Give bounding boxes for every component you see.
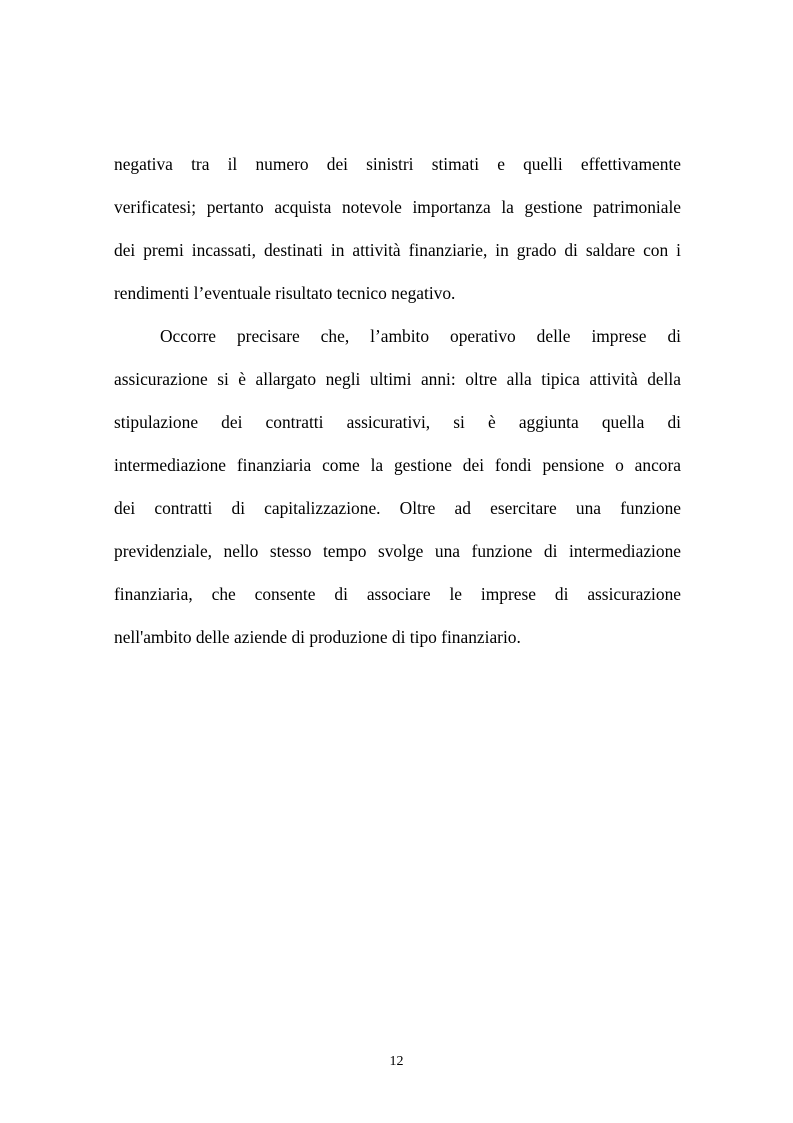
body-text (114, 146, 681, 662)
paragraph-1 (114, 146, 681, 318)
text-line: previdenziale, nello stesso tempo svolge una funzione di intermediazione (114, 541, 681, 561)
text-line: finanziaria, che consente di associare le imprese di assicurazione (114, 584, 681, 604)
paragraph-2 (114, 318, 681, 662)
text-line: Occorre precisare che, l’ambito operativo delle imprese di (160, 326, 681, 346)
text-line: intermediazione finanziaria come la gestione dei fondi pensione o ancora (114, 455, 681, 475)
text-line: verificatesi; pertanto acquista notevole importanza la gestione patrimoniale (114, 197, 681, 217)
text-line: dei premi incassati, destinati in attività finanziarie, in grado di saldare con i (114, 240, 681, 260)
text-line: dei contratti di capitalizzazione. Oltre ad esercitare una funzione (114, 498, 681, 518)
text-line: rendimenti l’eventuale risultato tecnico negativo. (114, 283, 456, 303)
text-line: stipulazione dei contratti assicurativi, si è aggiunta quella di (114, 412, 681, 432)
text-line: assicurazione si è allargato negli ultimi anni: oltre alla tipica attività della (114, 369, 681, 389)
text-line: negativa tra il numero dei sinistri stimati e quelli effettivamente (114, 154, 681, 174)
text-line: nell'ambito delle aziende di produzione di tipo finanziario. (114, 627, 521, 647)
page-number: 12 (389, 1054, 404, 1069)
